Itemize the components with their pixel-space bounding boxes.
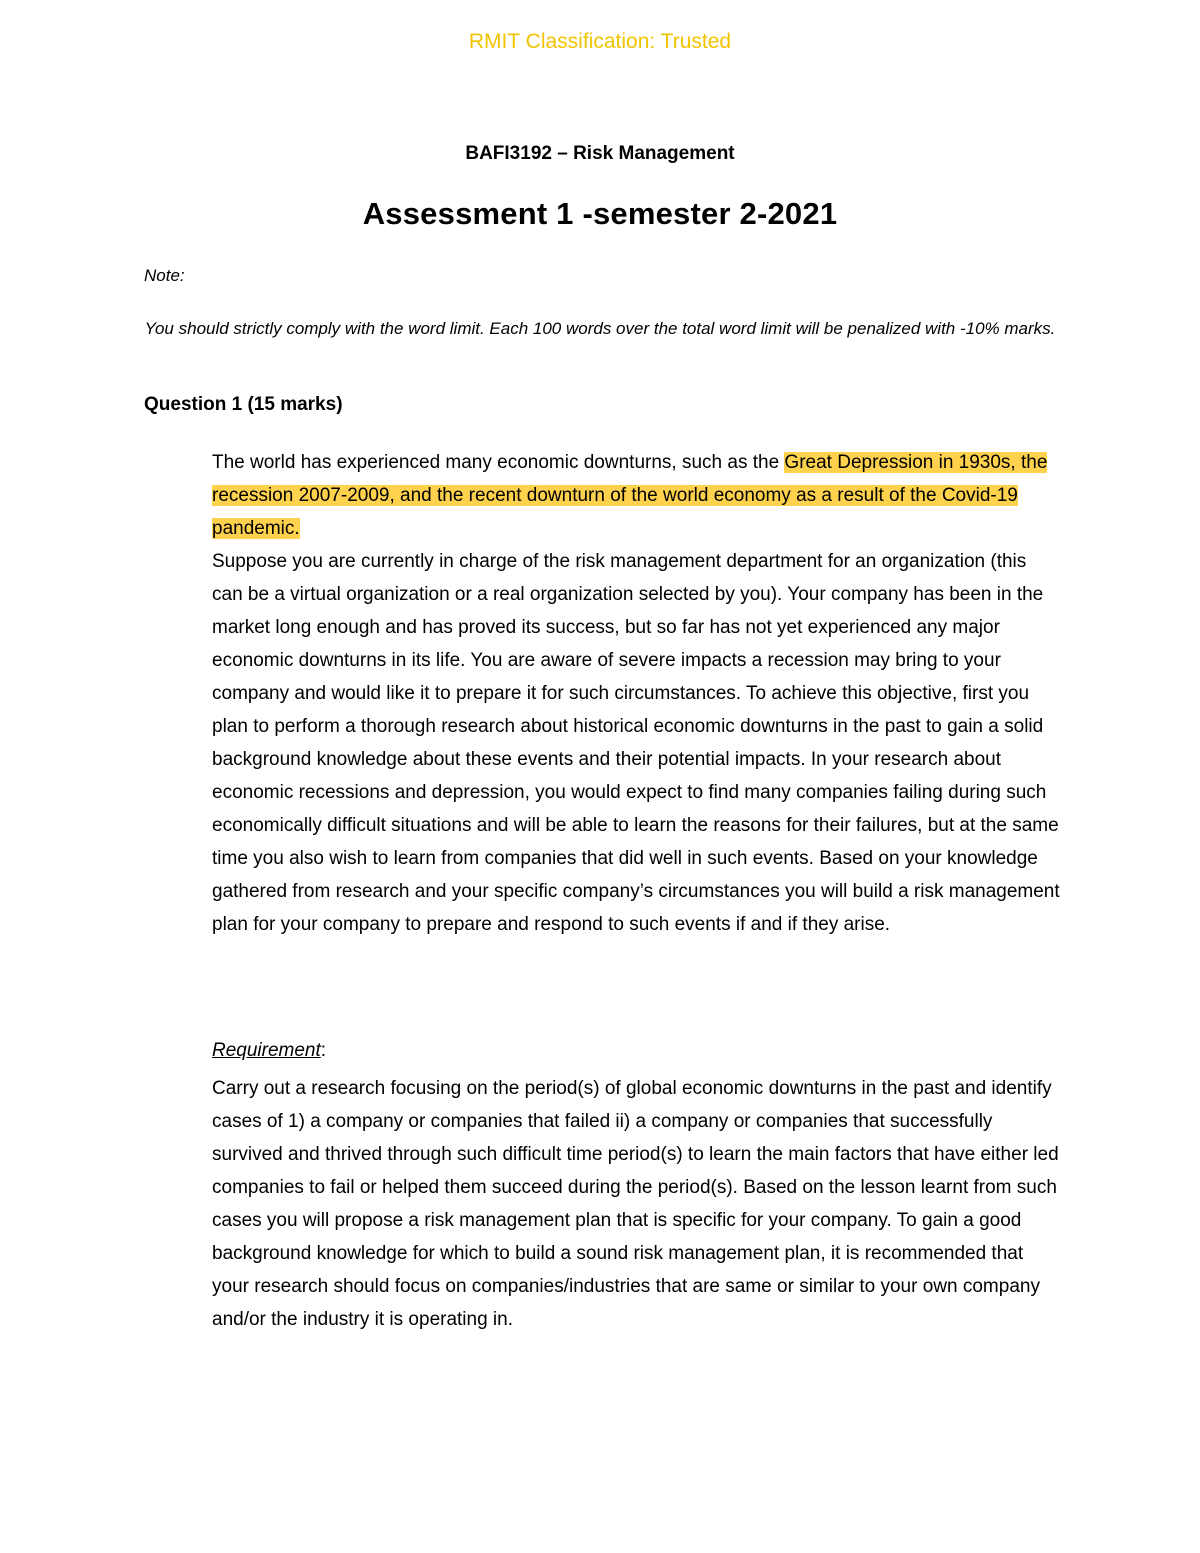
classification-label: RMIT Classification: Trusted (468, 30, 732, 53)
requirement-colon: : (320, 1040, 327, 1061)
scenario-text: Suppose you are currently in charge of the risk management department for an organization (this can be a virtual organization or a real organization selected by you). Your company has been in the market long enough and has proved its success, but so far has not yet experienced any major economic downturns in its life. You are aware of severe impacts a recession may bring to your company and would like it to prepare it for such circumstances. To achieve this objective, first you plan to perform a thorough research about historical economic downturns in the past to gain a solid background knowledge about these events and their potential impacts. In your research about economic recessions and depression, you would expect to find many companies failing during such economically difficult situations and will be able to learn the reasons for their failures, but at the same time you also wish to learn from companies that did well in such events. Based on your knowledge gathered from research and your specific company’s circumstances you will build a risk management plan for your company to prepare and respond to such events if and if they arise. (212, 551, 1060, 935)
note-label: Note: (144, 266, 185, 285)
note-text: You should strictly comply with the word limit. Each 100 words over the total word limit will be penalized with -10% marks. (144, 319, 1056, 338)
intro-highlighted-text: Great Depression in 1930s, the recession 2007-2009, and the recent downturn of the world economy as a result of the Covid-19 pandemic. (212, 452, 1048, 539)
question-heading: Question 1 (15 marks) (144, 394, 343, 415)
assessment-title: Assessment 1 -semester 2-2021 (362, 196, 838, 231)
course-title: BAFI3192 – Risk Management (465, 143, 735, 164)
requirement-heading (212, 1040, 326, 1062)
requirement-label: Requirement (212, 1040, 321, 1061)
intro-plain-text: The world has experienced many economic downturns, such as the (212, 452, 785, 473)
requirement-paragraph: Carry out a research focusing on the period(s) of global economic downturns in the past and identify cases of 1) a company or companies that failed ii) a company or companies that successfully survived and thrived through such difficult time period(s) to learn the main factors that have either led companies to fail or helped them succeed during the period(s). Based on the lesson learnt from such cases you will propose a risk management plan that is specific for your company. To gain a good background knowledge for which to build a sound risk management plan, it is recommended that your research should focus on companies/industries that are same or similar to your own company and/or the industry it is operating in. (212, 1078, 1059, 1330)
question-intro-paragraph (212, 446, 1062, 941)
